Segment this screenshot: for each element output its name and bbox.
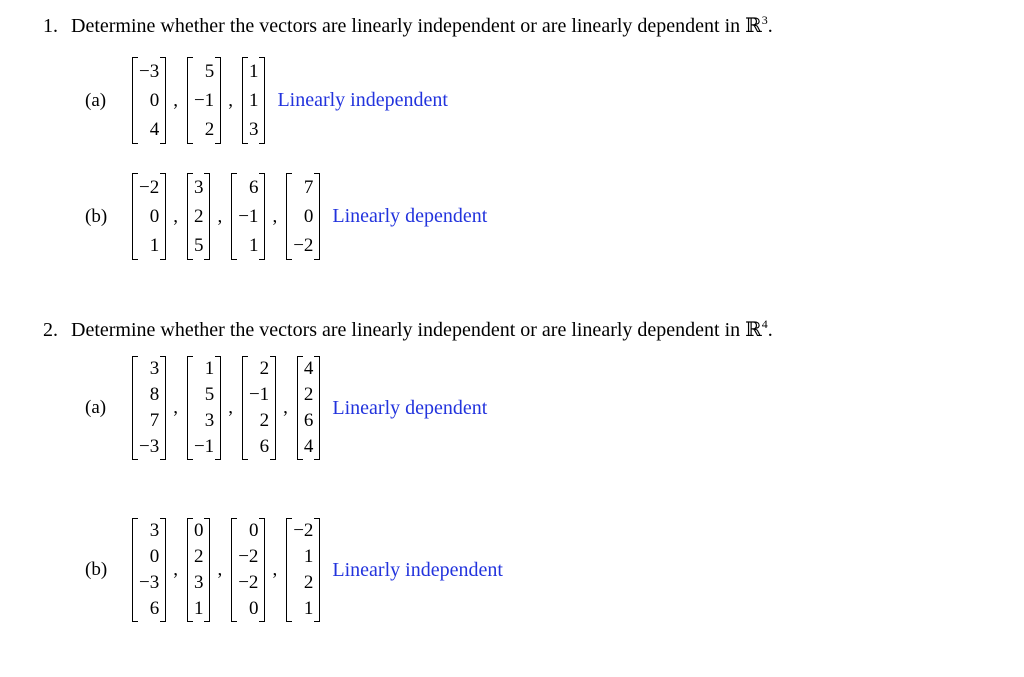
- q2-part-b: [0, 518, 503, 622]
- q2-part-a: [0, 356, 487, 460]
- vector-entry: 1: [303, 598, 314, 619]
- vector-entry: 0: [248, 598, 259, 619]
- answer-text: Linearly dependent: [332, 396, 488, 419]
- comma-separator: ,: [272, 559, 278, 580]
- vector-entry: 3: [193, 177, 204, 198]
- vector-entry: 1: [248, 90, 259, 111]
- vector-entry: 7: [303, 177, 314, 198]
- vector-entry: 1: [248, 61, 259, 82]
- answer-text: Linearly dependent: [332, 205, 488, 227]
- vector-entry: 2: [204, 119, 215, 140]
- question-suffix: .: [767, 15, 773, 37]
- vector-entry: −2: [238, 546, 259, 567]
- comma-separator: ,: [173, 205, 178, 227]
- comma-separator: ,: [283, 397, 288, 418]
- column-vector: [132, 356, 166, 460]
- part-label: (b): [85, 559, 108, 580]
- column-vector: [297, 356, 321, 460]
- vector-entry: 0: [303, 206, 314, 227]
- column-vector: [242, 57, 266, 144]
- q1-part-b: [0, 173, 487, 260]
- vector-entry: 2: [259, 358, 270, 379]
- comma-separator: ,: [228, 397, 233, 418]
- dimension-superscript: 4: [761, 317, 768, 331]
- column-vector: [231, 173, 265, 260]
- comma-separator: ,: [173, 397, 178, 418]
- comma-separator: ,: [272, 205, 278, 227]
- question-number: 2.: [43, 319, 58, 341]
- vector-entry: 2: [303, 384, 314, 405]
- question-number: 1.: [43, 15, 58, 37]
- vector-entry: 2: [193, 206, 204, 227]
- comma-separator: ,: [228, 89, 233, 111]
- dimension-superscript: 3: [761, 13, 768, 27]
- column-vector: [187, 57, 221, 144]
- comma-separator: ,: [173, 559, 178, 580]
- question-2-heading: [43, 312, 773, 342]
- vector-entry: −3: [139, 436, 160, 457]
- comma-separator: ,: [217, 559, 223, 580]
- part-label: (b): [85, 205, 108, 227]
- vector-entry: 3: [193, 572, 204, 593]
- vector-entry: 0: [248, 520, 259, 541]
- column-vector: [132, 57, 166, 144]
- column-vector: [187, 356, 221, 460]
- vector-entry: 0: [149, 206, 160, 227]
- vector-entry: 2: [303, 572, 314, 593]
- vector-entry: 3: [149, 520, 160, 541]
- answer-text: Linearly independent: [332, 558, 503, 581]
- vector-entry: −1: [193, 90, 215, 111]
- vector-entry: 4: [303, 358, 314, 379]
- question-suffix: .: [767, 319, 773, 341]
- vector-entry: −3: [139, 61, 160, 82]
- column-vector: [231, 518, 265, 622]
- vector-entry: 2: [259, 410, 270, 431]
- vector-entry: 6: [149, 598, 160, 619]
- column-vector: [132, 518, 166, 622]
- vector-entry: 7: [149, 410, 160, 431]
- vector-entry: −1: [248, 384, 270, 405]
- answer-text: Linearly independent: [277, 89, 448, 111]
- comma-separator: ,: [217, 205, 223, 227]
- vector-entry: 1: [248, 235, 259, 256]
- vector-entry: 6: [248, 177, 259, 198]
- column-vector: [242, 356, 276, 460]
- vector-entry: 6: [303, 410, 314, 431]
- vector-entry: 1: [204, 358, 215, 379]
- column-vector: [286, 518, 320, 622]
- vector-entry: −2: [139, 177, 160, 198]
- vector-entry: 2: [193, 546, 204, 567]
- vector-entry: 4: [303, 436, 314, 457]
- question-1-heading: [43, 8, 773, 38]
- vector-entry: 5: [204, 384, 215, 405]
- part-label: (a): [85, 89, 107, 111]
- vector-entry: −2: [293, 520, 314, 541]
- vector-entry: 1: [149, 235, 160, 256]
- vector-entry: 0: [149, 546, 160, 567]
- vector-entry: 0: [149, 90, 160, 111]
- vector-entry: 8: [149, 384, 160, 405]
- vector-entry: 1: [303, 546, 314, 567]
- vector-entry: 5: [204, 61, 215, 82]
- vector-entry: 6: [259, 436, 270, 457]
- part-label: (a): [85, 397, 107, 418]
- vector-entry: −1: [193, 436, 215, 457]
- column-vector: [187, 173, 211, 260]
- vector-entry: 1: [193, 598, 204, 619]
- vector-entry: 3: [204, 410, 215, 431]
- question-text: Determine whether the vectors are linearly independent or are linearly dependent in ℝ: [71, 15, 762, 37]
- comma-separator: ,: [173, 89, 178, 111]
- column-vector: [286, 173, 320, 260]
- question-text: Determine whether the vectors are linearly independent or are linearly dependent in ℝ: [71, 319, 762, 341]
- vector-entry: −3: [139, 572, 160, 593]
- vector-entry: −1: [238, 206, 259, 227]
- q1-part-a: [0, 57, 448, 144]
- column-vector: [132, 173, 166, 260]
- column-vector: [187, 518, 211, 622]
- vector-entry: −2: [293, 235, 314, 256]
- vector-entry: 3: [149, 358, 160, 379]
- vector-entry: 3: [248, 119, 259, 140]
- vector-entry: 4: [149, 119, 160, 140]
- vector-entry: −2: [238, 572, 259, 593]
- vector-entry: 0: [193, 520, 204, 541]
- vector-entry: 5: [193, 235, 204, 256]
